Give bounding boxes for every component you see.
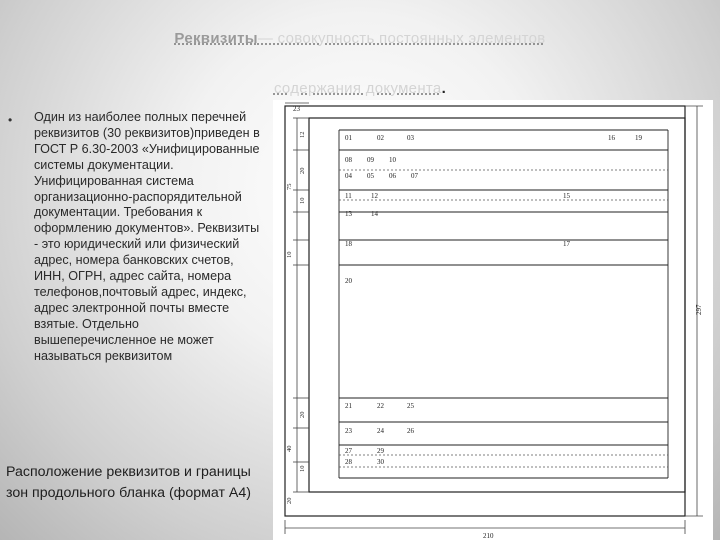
- field-16: 16: [608, 134, 615, 142]
- field-25: 25: [407, 402, 414, 410]
- field-14: 14: [371, 210, 378, 218]
- field-02: 02: [377, 134, 384, 142]
- title-period: .: [441, 80, 447, 97]
- field-24: 24: [377, 427, 384, 435]
- field-13: 13: [345, 210, 352, 218]
- field-18: 18: [345, 240, 352, 248]
- field-26: 26: [407, 427, 414, 435]
- dim-left-label: 10: [299, 465, 306, 472]
- title-keyword: Реквизиты: [174, 30, 258, 47]
- field-10: 10: [389, 156, 396, 164]
- field-27: 27: [345, 447, 352, 455]
- a4-form-layout-figure: [273, 100, 713, 540]
- title-rest-2: содержания документа: [273, 80, 442, 97]
- field-11: 11: [345, 192, 352, 200]
- field-22: 22: [377, 402, 384, 410]
- field-21: 21: [345, 402, 352, 410]
- field-09: 09: [367, 156, 374, 164]
- working-frame: [309, 118, 685, 492]
- dim-left-label: 20: [299, 411, 306, 418]
- slide-title-line-1: [0, 30, 720, 47]
- field-28: 28: [345, 458, 352, 466]
- field-17: 17: [563, 240, 570, 248]
- slide-title-line-2: [0, 80, 720, 97]
- field-19: 19: [635, 134, 642, 142]
- field-23: 23: [345, 427, 352, 435]
- dim-top-label: 23: [293, 105, 300, 113]
- dim-left-label: 10: [286, 251, 293, 258]
- bullet-marker: •: [8, 113, 13, 127]
- field-05: 05: [367, 172, 374, 180]
- field-01: 01: [345, 134, 352, 142]
- dim-left-label: 12: [299, 131, 306, 138]
- bullet-paragraph: Один из наиболее полных перечней реквизитов (30 реквизитов)приведен в ГОСТ Р 6.30-2003 «Унифицированные системы документации. Унифицированная система организационно-распорядительной документации. Требования к оформлению документов». Реквизиты - это юридический или физический адрес, номера банковских счетов, ИНН, ОГРН, адрес сайта, номера телефонов,почтовый адрес, индекс, адрес электронной почты вместе взятые. Отдельно вышеперечисленное не может называться реквизитом: [34, 110, 260, 363]
- dim-left-label: 20: [299, 167, 306, 174]
- field-15: 15: [563, 192, 570, 200]
- form-drawing: [273, 100, 713, 540]
- field-06: 06: [389, 172, 396, 180]
- field-08: 08: [345, 156, 352, 164]
- dim-right-label: 297: [695, 304, 703, 315]
- field-07: 07: [411, 172, 418, 180]
- field-29: 29: [377, 447, 384, 455]
- dim-left-label: 75: [286, 183, 293, 190]
- title-rest-1: — совокупность постоянных элементов: [257, 30, 546, 47]
- dim-left-label: 20: [286, 497, 293, 504]
- figure-caption: Расположение реквизитов и границы зон продольного бланка (формат А4): [6, 464, 251, 501]
- dim-left-label: 40: [286, 445, 293, 452]
- field-30: 30: [377, 458, 384, 466]
- field-03: 03: [407, 134, 414, 142]
- field-04: 04: [345, 172, 352, 180]
- field-12: 12: [371, 192, 378, 200]
- dim-left-label: 10: [299, 197, 306, 204]
- dim-bottom-label: 210: [483, 532, 494, 540]
- field-20: 20: [345, 277, 352, 285]
